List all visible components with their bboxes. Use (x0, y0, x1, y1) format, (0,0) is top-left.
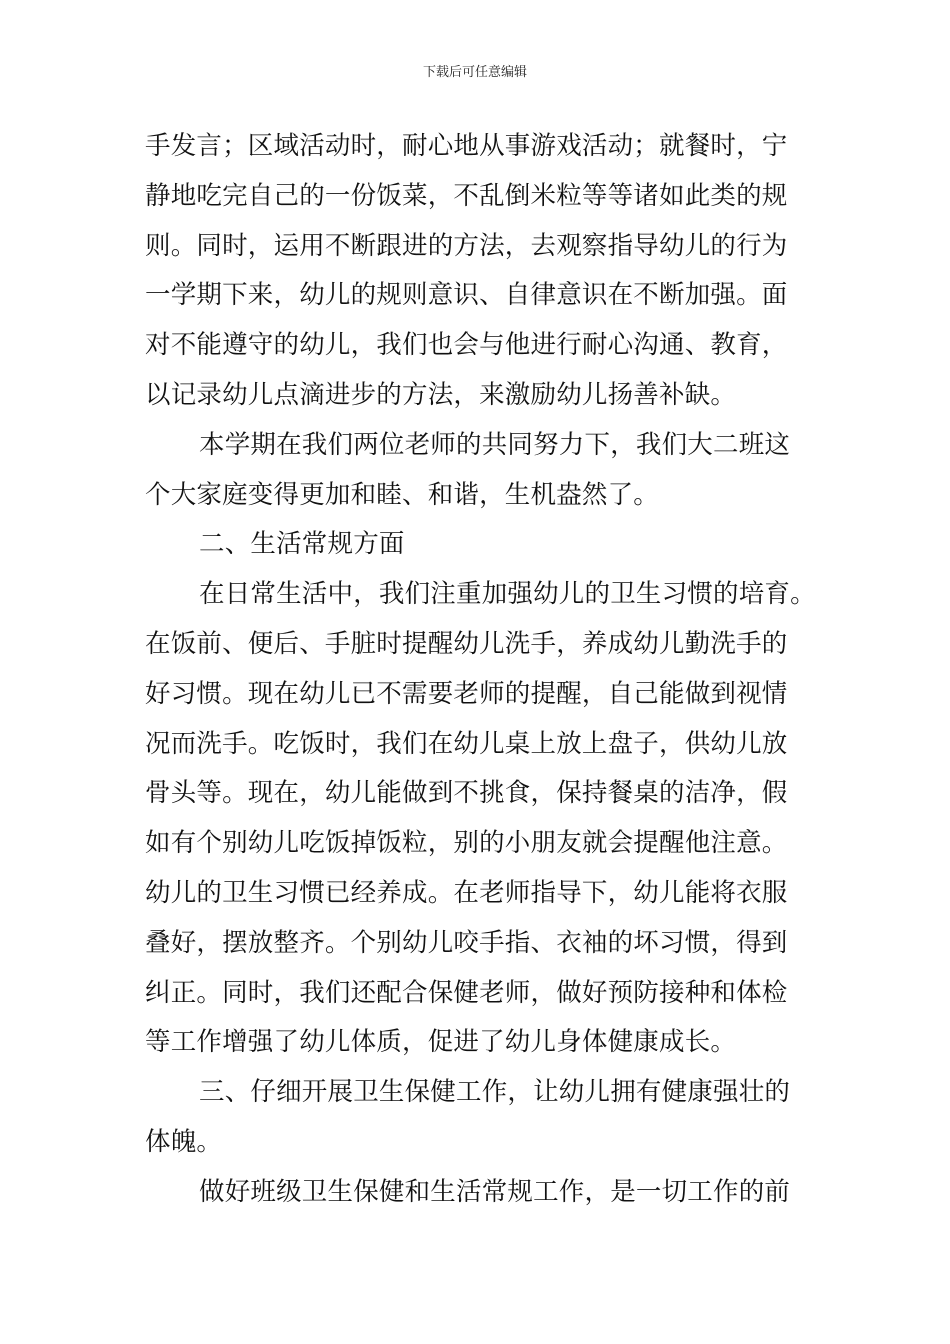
paragraph-first-line: 做好班级卫生保健和生活常规工作，是一切工作的前 (199, 1176, 791, 1207)
text-line: 一学期下来，幼儿的规则意识、自律意识在不断加强。面 (145, 280, 788, 311)
text-line: 等工作增强了幼儿体质，促进了幼儿身体健康成长。 (145, 1027, 737, 1058)
text-line: 静地吃完自己的一份饭菜，不乱倒米粒等等诸如此类的规 (145, 180, 788, 211)
text-line: 幼儿的卫生习惯已经养成。在老师指导下，幼儿能将衣服 (145, 877, 788, 908)
text-line: 则。同时，运用不断跟进的方法，去观察指导幼儿的行为 (145, 230, 788, 261)
text-line: 以记录幼儿点滴进步的方法，来激励幼儿扬善补缺。 (145, 379, 737, 410)
text-line: 体魄。 (145, 1126, 223, 1157)
text-line: 个大家庭变得更加和睦、和谐，生机盎然了。 (145, 479, 660, 510)
section-heading: 三、仔细开展卫生保健工作，让幼儿拥有健康强壮的 (199, 1077, 791, 1108)
page-header: 下载后可任意编辑 (422, 65, 527, 80)
section-heading: 二、生活常规方面 (199, 529, 405, 560)
text-line: 骨头等。现在，幼儿能做到不挑食，保持餐桌的洁净，假 (145, 778, 788, 809)
document-body (145, 122, 825, 1218)
text-line: 纠正。同时，我们还配合保健老师，做好预防接种和体检 (145, 977, 788, 1008)
paragraph-first-line: 本学期在我们两位老师的共同努力下，我们大二班这 (199, 429, 791, 460)
paragraph-first-line: 在日常生活中，我们注重加强幼儿的卫生习惯的培育。 (199, 579, 816, 610)
text-line: 对不能遵守的幼儿，我们也会与他进行耐心沟通、教育， (145, 330, 788, 361)
text-line: 在饭前、便后、手脏时提醒幼儿洗手，养成幼儿勤洗手的 (145, 628, 788, 659)
text-line: 叠好，摆放整齐。个别幼儿咬手指、衣袖的坏习惯，得到 (145, 927, 788, 958)
text-line: 手发言；区域活动时，耐心地从事游戏活动；就餐时，宁 (145, 131, 788, 161)
text-line: 况而洗手。吃饭时，我们在幼儿桌上放上盘子，供幼儿放 (145, 728, 788, 759)
text-line: 如有个别幼儿吃饭掉饭粒，别的小朋友就会提醒他注意。 (145, 828, 788, 859)
text-line: 好习惯。现在幼儿已不需要老师的提醒，自己能做到视情 (145, 678, 788, 709)
